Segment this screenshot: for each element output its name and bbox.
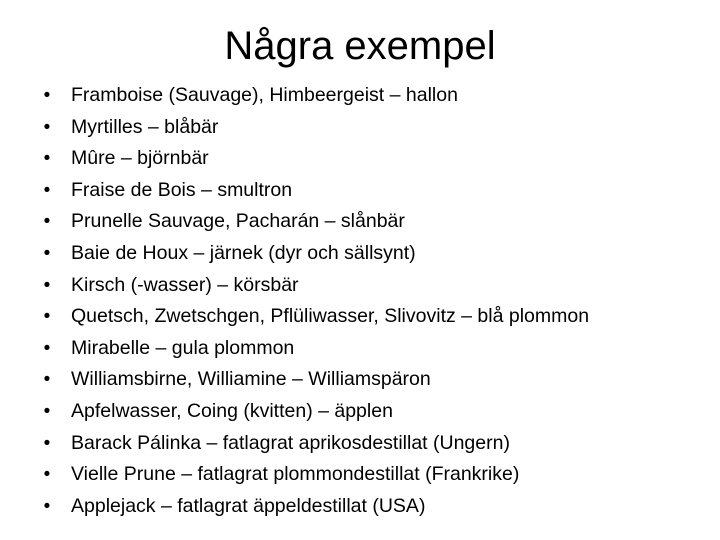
bullet-list [40,80,710,522]
bullet-text: Fraise de Bois – smultron [71,178,293,201]
bullet-text: Prunelle Sauvage, Pacharán – slånbär [71,210,405,233]
bullet-text: Apfelwasser, Coing (kvitten) – äpplen [71,399,393,422]
bullet-item [40,333,710,365]
bullet-dot: • [43,495,51,517]
bullet-dot: • [43,464,51,486]
bullet-text: Baie de Houx – järnek (dyr och sällsynt) [71,241,416,264]
bullet-dot: • [43,400,51,422]
bullet-text: Vielle Prune – fatlagrat plommondestillat (Frankrike) [71,463,520,486]
bullet-dot: • [43,337,51,359]
bullet-item [40,143,710,175]
bullet-text: Framboise (Sauvage), Himbeergeist – hallon [71,84,458,106]
bullet-item [40,175,710,207]
bullet-text: Barack Pálinka – fatlagrat aprikosdestillat (Ungern) [71,431,510,454]
bullet-text: Applejack – fatlagrat äppeldestillat (USA) [71,494,426,517]
bullet-item [40,112,710,144]
bullet-dot: • [43,306,51,328]
slide-title: Några exempel [224,24,496,68]
bullet-text: Mûre – björnbär [71,147,209,170]
bullet-dot: • [43,274,51,296]
bullet-dot: • [43,211,51,233]
bullet-text: Kirsch (-wasser) – körsbär [71,273,299,296]
bullet-item [40,364,710,396]
bullet-dot: • [43,116,51,138]
bullet-dot: • [43,85,51,106]
bullet-dot: • [43,148,51,170]
bullet-item [40,428,710,460]
bullet-item [40,80,710,112]
bullet-dot: • [43,242,51,264]
bullet-item [40,301,710,333]
bullet-text: Quetsch, Zwetschgen, Pflüliwasser, Slivovitz – blå plommon [71,305,590,328]
bullet-item [40,206,710,238]
bullet-dot: • [43,432,51,454]
bullet-item [40,270,710,302]
bullet-item [40,491,710,523]
bullet-dot: • [43,369,51,391]
bullet-item [40,238,710,270]
bullet-dot: • [43,179,51,201]
bullet-text: Williamsbirne, Williamine – Williamspäron [71,368,431,391]
bullet-item [40,459,710,491]
bullet-text: Myrtilles – blåbär [71,115,219,138]
bullet-text: Mirabelle – gula plommon [71,336,295,359]
bullet-item [40,396,710,428]
